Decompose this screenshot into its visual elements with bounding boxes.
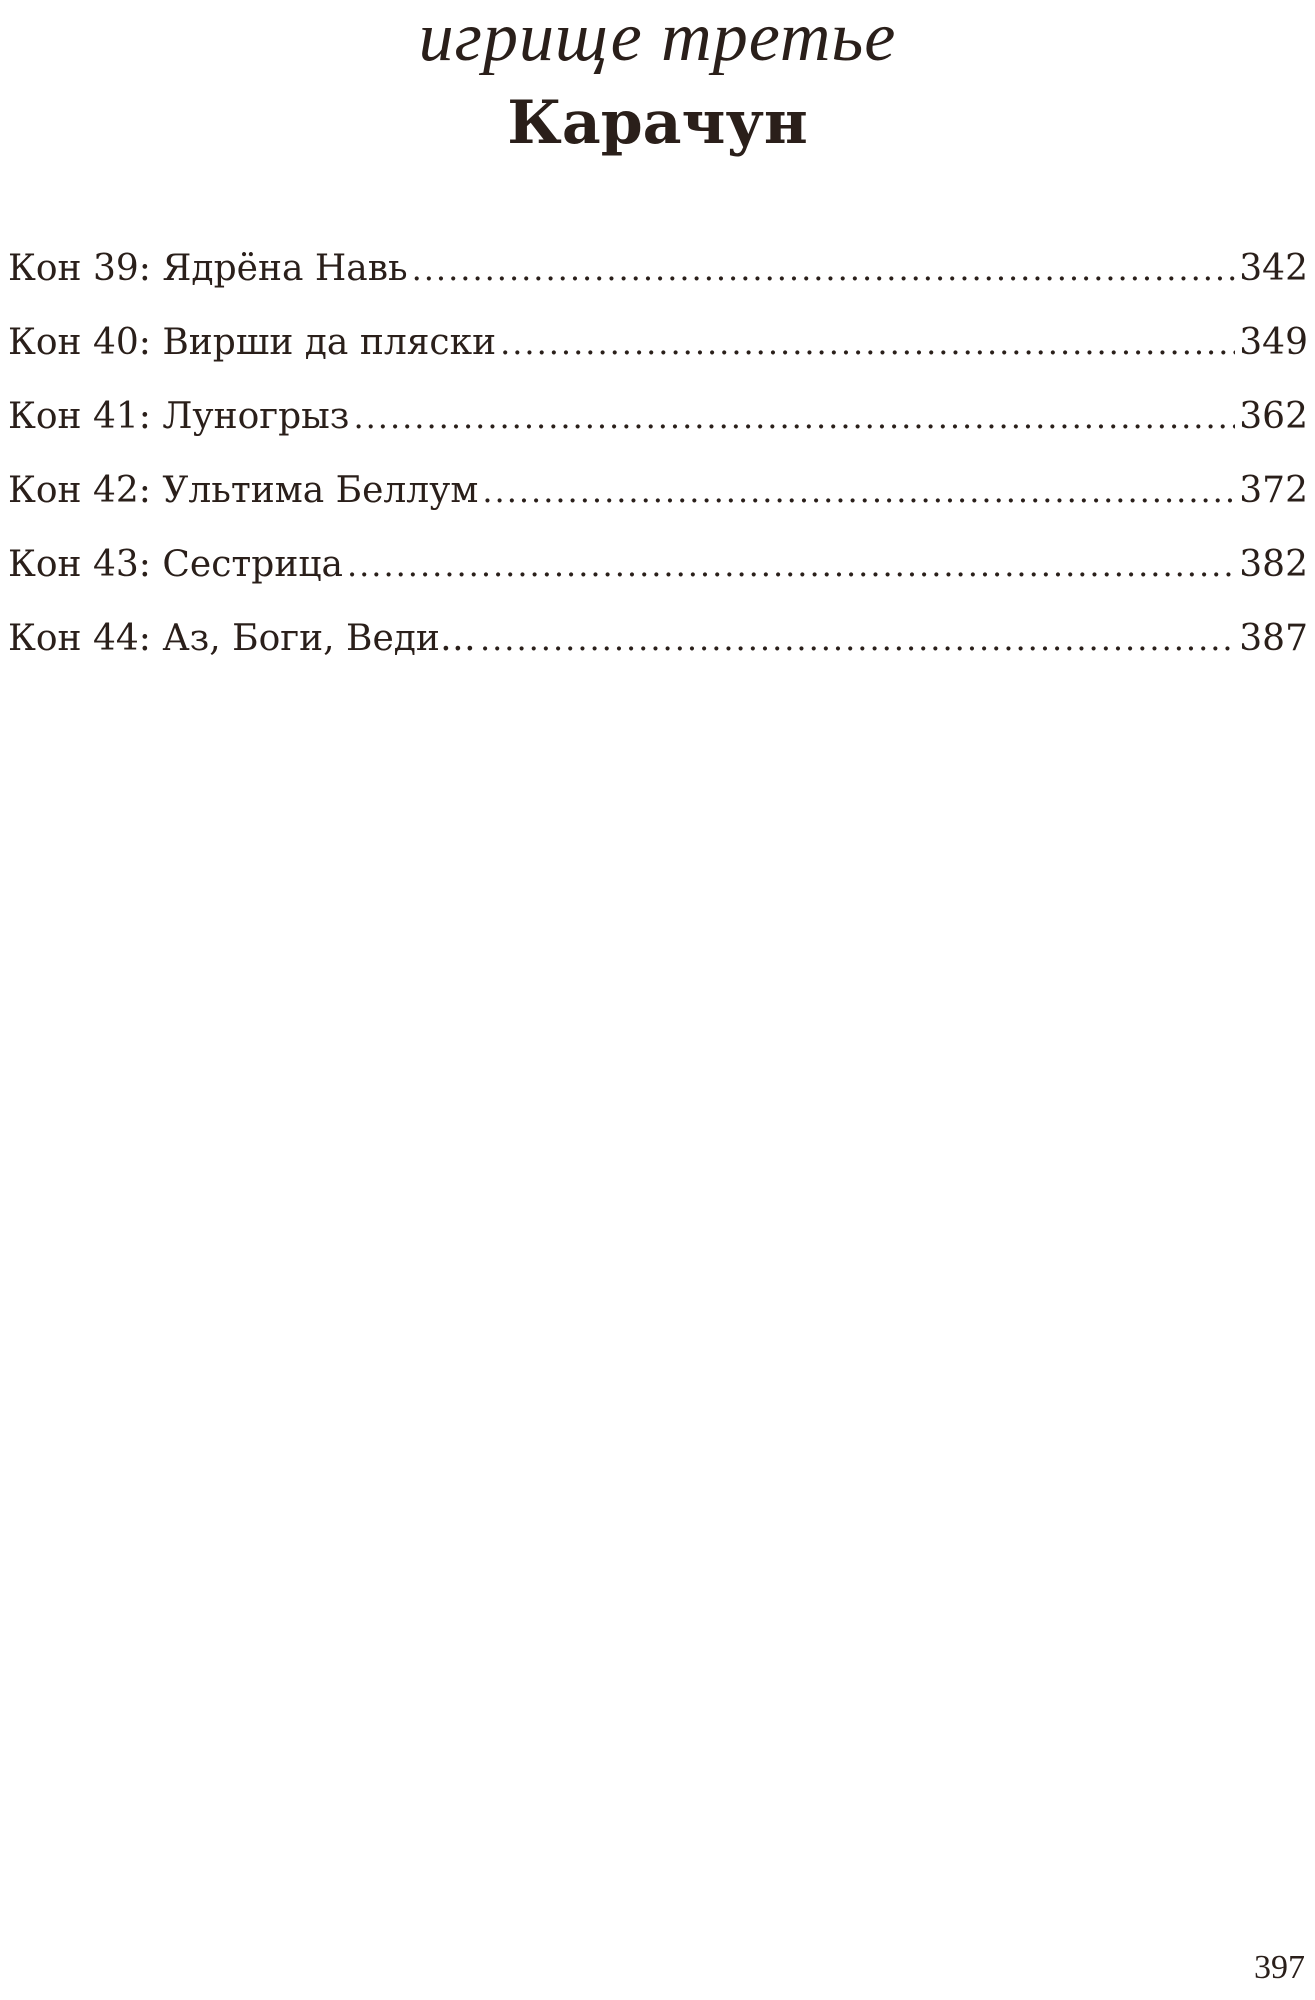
table-of-contents (8, 244, 1308, 688)
toc-page-number: 382 (1239, 544, 1308, 585)
toc-entry[interactable] (8, 392, 1308, 466)
toc-chapter-title: Кон 42: Ультима Беллум (8, 470, 479, 511)
toc-dot-leader (500, 318, 1235, 368)
toc-chapter-title: Кон 39: Ядрёна Навь (8, 248, 408, 289)
toc-entry[interactable] (8, 244, 1308, 318)
toc-chapter-title: Кон 43: Сестрица (8, 544, 343, 585)
toc-page-number: 387 (1239, 618, 1308, 659)
toc-entry[interactable] (8, 540, 1308, 614)
toc-chapter-title: Кон 41: Луногрыз (8, 396, 350, 437)
part-title: Карачун (507, 88, 808, 158)
toc-page-number: 372 (1239, 470, 1308, 511)
toc-page-number: 362 (1239, 396, 1308, 437)
page-number: 397 (1254, 1949, 1305, 1986)
toc-dot-leader (412, 244, 1236, 294)
toc-dot-leader (347, 540, 1235, 590)
toc-chapter-title: Кон 40: Вирши да пляски (8, 322, 497, 363)
toc-entry[interactable] (8, 614, 1308, 688)
toc-dot-leader (480, 614, 1235, 664)
toc-chapter-title: Кон 44: Аз, Боги, Веди… (8, 618, 476, 659)
toc-entry[interactable] (8, 466, 1308, 540)
toc-page-number: 342 (1239, 248, 1308, 289)
toc-entry[interactable] (8, 318, 1308, 392)
toc-dot-leader (482, 466, 1235, 516)
part-subtitle: игрище третье (418, 0, 897, 76)
toc-dot-leader (353, 392, 1235, 442)
toc-page-number: 349 (1239, 322, 1308, 363)
